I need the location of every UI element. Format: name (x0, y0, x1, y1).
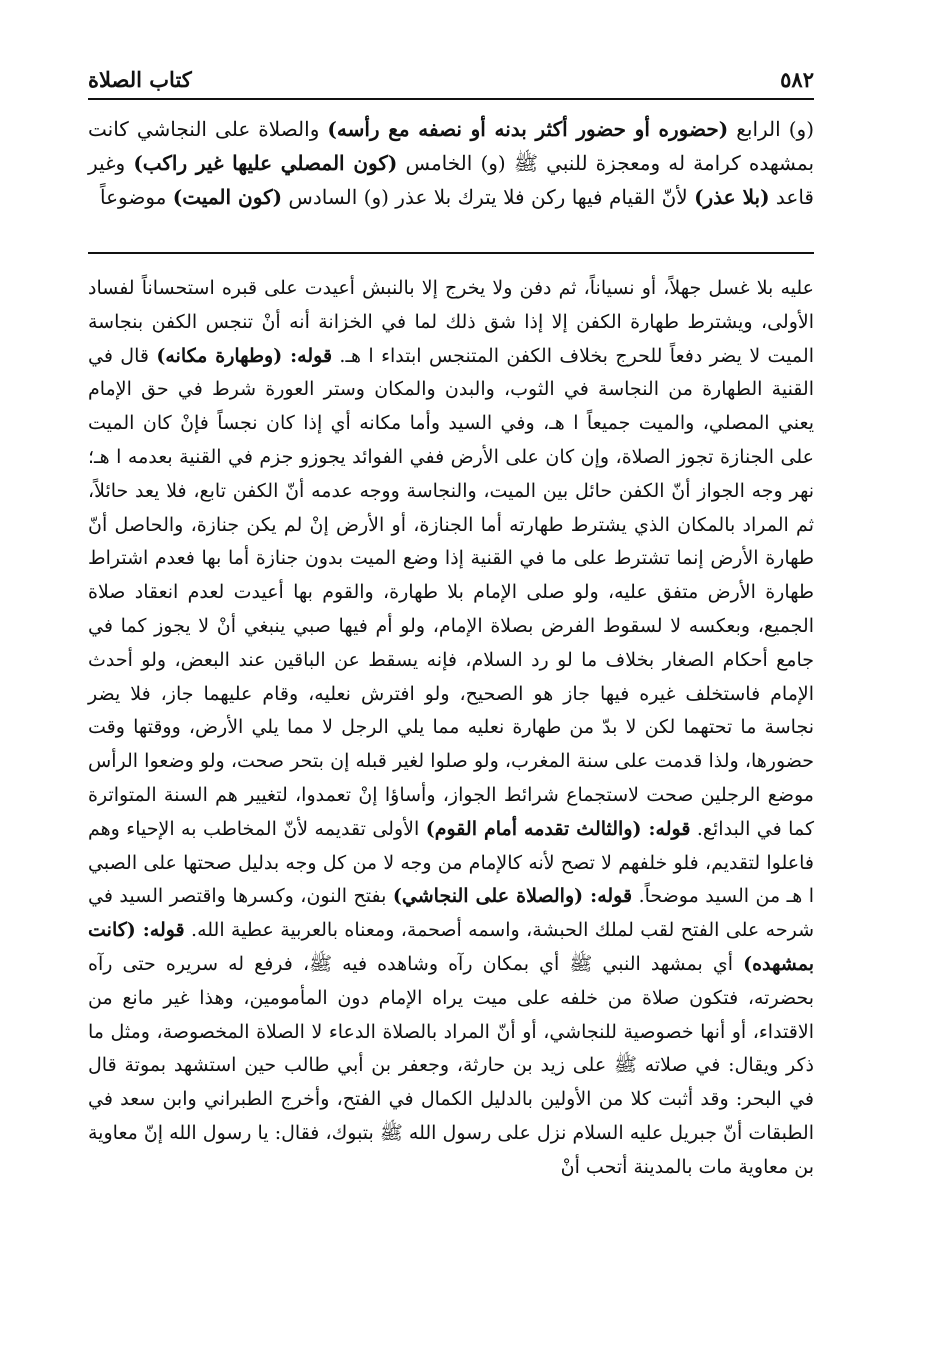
sharh-seg-1: عليه بلا غسل جهلاً، أو نسياناً، ثم دفن ولا يخرج إلا بالنبش أعيدت على قبره استحساناً لفساد الأولى، ويشترط طهارة الكفن إلا إذا شق ذلك لما في الخزانة أنه أنْ تنجس الكفن بنجاسة الميت لا يضر دفعاً للحرج بخلاف الكفن المتنجس ابتداء ا هـ. (88, 277, 814, 367)
sharh-qawluh-1: قوله: (وطهارة مكانه) (156, 344, 333, 367)
matn-bold-1: (حضوره أو حضور أكثر بدنه أو نصفه مع رأسه) (327, 117, 729, 141)
sharh-seg-5: الأولى تقديمه لأنّ المخاطب به الإحياء وهم فاعلوا لتقديم، فلو خلفهم لا تصح لأنه كالإمام من وجه لا من كل وجه بدليل صحتها على الصبي ا هـ من السيد موضحاً. (88, 817, 814, 908)
header-rule (88, 98, 814, 100)
page-header (88, 52, 814, 92)
sharh-seg-9: أي بمشهد النبي ﷺ أي بمكان رآه وشاهده فيه ﷺ، فرفع له سريره حتى رآه بحضرته، فتكون صلاة من خلفه على ميت يراه الإمام دون المأمومين، وهذا غير مانع من الاقتداء، أو أنها خصوصية للنجاشي، أو أنّ المراد بالصلاة الدعاء لا الصلاة المخصوصة، ومثل ما ذكر ويقال: في صلاته ﷺ على زيد بن حارثة، وجعفر بن أبي طالب حين استشهد بموتة قال في البحر: وقد أثبت كلا من الأولين بالدليل الكمال في الفتح، وأخرج الطبراني وابن سعد في الطبقات أنّ جبريل عليه السلام نزل على رسول الله ﷺ بتبوك، فقال: يا رسول الله إنّ معاوية بن معاوية مات بالمدينة أتحب أنْ (88, 952, 814, 1178)
sharh-qawluh-3: قوله: (والصلاة على النجاشي) (392, 885, 633, 908)
sharh-text (88, 272, 814, 1185)
page-number: ٥٨٢ (780, 67, 814, 92)
sharh-seg-7: بفتح النون، وكسرها واقتصر السيد في شرحه على الفتح لقب لملك الحبشة، واسمه أصحمة، ومعناه بالعربية عطية الله. (88, 885, 814, 942)
matn-seg-7: لأنّ القيام فيها ركن فلا يترك بلا عذر (و) السادس (282, 185, 695, 209)
matn-bold-3: (بلا عذر) (694, 185, 770, 209)
matn-seg-9: موضوعاً (99, 185, 173, 209)
sharh-seg-3: قال في القنية الطهارة من النجاسة في الثوب، والبدن والمكان وستر العورة شرط في حق الإمام يعني المصلي، والميت جميعاً ا هـ، وفي السيد وأما مكانه أي إذا كان نجساً فإنْ كان الميت على الجنازة تجوز الصلاة، وإن كان على الأرض ففي الفوائد يجوزو جزم في القنية بعدمه ا هـ؛ نهر وجه الجواز أنّ الكفن حائل بين الميت، والنجاسة ووجه عدمه أنّ الكفن تابع، فلا يعد حائلاً، ثم المراد بالمكان الذي يشترط طهارته أما الجنازة، أو الأرض إنْ لم يكن جنازة، والحاصل أنّ طهارة الأرض إنما تشترط على ما في القنية إذا وضع الميت بدون جنازة أما بها فعدم اشتراط طهارة الأرض متفق عليه، ولو صلى الإمام بلا طهارة، والقوم بها أعيدت لعدم انعقاد صلاة الجميع، وبعكسه لا لسقوط الفرض بصلاة الإمام، ولو أم فيها صبي ينبغي أنْ لا يجوز كما في جامع أحكام الصغار بخلاف ما لو رد السلام، فإنه يسقط عن الباقين عند البعض، ولو أحدث الإمام فاستخلف غيره فيها جاز هو الصحيح، ولو افترش نعليه، وقام عليهما جاز، فلا يضر نجاسة ما تحتهما لكن لا بدّ من طهارة نعليه مما يلي الرجل لا مما يلي الأرض، ووقتها وقت حضورها، ولذا قدمت على سنة المغرب، ولو صلوا لغير قبله إن بتحر صحت، ولو وضعوا الرأس موضع الرجلين صحت لاستجماع شرائط الجواز، وأساؤا إنْ تعمدوا، لتغيير هم السنة المتواترة كما في البدائع. (88, 344, 814, 840)
matn-bold-4: (كون الميت) (172, 185, 283, 209)
sharh-qawluh-4: قوله: (كانت بمشهده) (88, 919, 814, 975)
book-title: كتاب الصلاة (88, 67, 192, 92)
matn-seg-3: والصلاة على النجاشي كانت بمشهده كرامة له ومعجزة للنبي ﷺ (و) الخامس (88, 117, 815, 175)
matn-paragraph (88, 112, 814, 214)
matn-seg-1: (و) الرابع (728, 117, 814, 141)
sharh-qawluh-2: قوله: (والثالث تقدمه أمام القوم) (425, 817, 691, 840)
matn-bold-2: (كون المصلي عليها غير راكب) (133, 151, 398, 175)
sharh-paragraph (88, 272, 814, 1185)
matn-text (88, 112, 814, 214)
section-divider (88, 252, 814, 254)
matn-seg-5: وغير قاعد (88, 151, 814, 209)
